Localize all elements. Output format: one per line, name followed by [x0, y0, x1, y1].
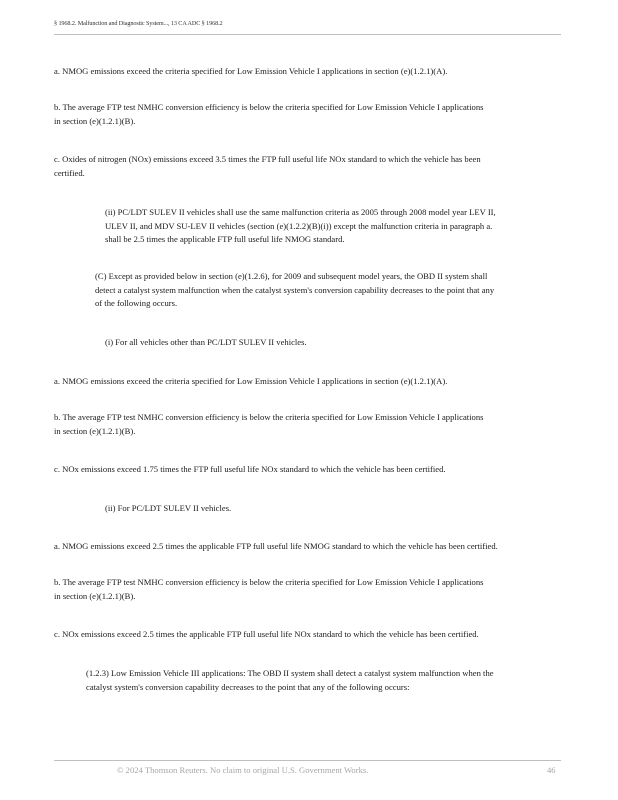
- header-citation: § 1968.2. Malfunction and Diagnostic System..., 13 CA ADC § 1968.2: [54, 20, 223, 27]
- paragraph-line: in section (e)(1.2.1)(B).: [54, 590, 136, 601]
- paragraph-line: (1.2.3) Low Emission Vehicle III applications: The OBD II system shall detect a catalyst system malfunction when the: [86, 668, 494, 678]
- paragraph: [54, 540, 498, 554]
- paragraph-line: b. The average FTP test NMHC conversion efficiency is below the criteria specified for Low Emission Vehicle I applications: [54, 577, 484, 587]
- paragraph-line: c. NOx emissions exceed 1.75 times the FTP full useful life NOx standard to which the vehicle has been certified.: [54, 464, 446, 474]
- running-header: [54, 20, 561, 35]
- footer-copyright: © 2024 Thomson Reuters. No claim to original U.S. Government Works.: [117, 765, 369, 775]
- page-number: 46: [547, 765, 556, 775]
- paragraph-line: certified.: [54, 167, 85, 178]
- paragraph: [54, 463, 446, 477]
- paragraph: [86, 667, 494, 694]
- paragraph-line: a. NMOG emissions exceed the criteria specified for Low Emission Vehicle I applications in section (e)(1.2.1)(A).: [54, 66, 448, 76]
- paragraph-line: (i) For all vehicles other than PC/LDT SULEV II vehicles.: [105, 337, 307, 347]
- paragraph: [105, 336, 307, 350]
- paragraph: [54, 101, 484, 128]
- paragraph-line: a. NMOG emissions exceed the criteria specified for Low Emission Vehicle I applications in section (e)(1.2.1)(A).: [54, 376, 448, 386]
- paragraph-line: (ii) For PC/LDT SULEV II vehicles.: [105, 503, 232, 513]
- paragraph: [54, 375, 447, 389]
- paragraph: [105, 502, 231, 516]
- paragraph: [54, 411, 484, 438]
- paragraph: [105, 206, 496, 247]
- paragraph-line: b. The average FTP test NMHC conversion efficiency is below the criteria specified for Low Emission Vehicle I applications: [54, 412, 484, 422]
- paragraph-line: in section (e)(1.2.1)(B).: [54, 425, 136, 436]
- paragraph: [95, 270, 494, 311]
- paragraph: [54, 628, 479, 642]
- paragraph-line: ULEV II, and MDV SU-LEV II vehicles (section (e)(1.2.2)(B)(i)) except the malfunction criteria in paragraph a.: [105, 220, 493, 231]
- paragraph-line: shall be 2.5 times the applicable FTP full useful life NMOG standard.: [105, 234, 345, 244]
- paragraph-line: b. The average FTP test NMHC conversion efficiency is below the criteria specified for Low Emission Vehicle I applications: [54, 102, 484, 112]
- paragraph-line: detect a catalyst system malfunction when the catalyst system's conversion capability decreases to the point that any: [95, 284, 495, 295]
- paragraph-line: a. NMOG emissions exceed 2.5 times the applicable FTP full useful life NMOG standard to which the vehicle has been certified.: [54, 541, 498, 551]
- footer-divider: [54, 760, 561, 761]
- paragraph-line: catalyst system's conversion capability decreases to the point that any of the following occurs:: [86, 681, 410, 692]
- paragraph-line: c. Oxides of nitrogen (NOx) emissions exceed 3.5 times the FTP full useful life NOx standard to which the vehicle has been: [54, 154, 481, 164]
- paragraph-line: (C) Except as provided below in section (e)(1.2.6), for 2009 and subsequent model years, the OBD II system shall: [95, 271, 488, 281]
- paragraph-line: c. NOx emissions exceed 2.5 times the applicable FTP full useful life NOx standard to which the vehicle has been certified.: [54, 629, 479, 639]
- paragraph-line: of the following occurs.: [95, 298, 178, 308]
- paragraph-line: in section (e)(1.2.1)(B).: [54, 115, 136, 126]
- paragraph: [54, 153, 481, 180]
- paragraph-line: (ii) PC/LDT SULEV II vehicles shall use the same malfunction criteria as 2005 through 2008 model year LEV II,: [105, 207, 496, 217]
- paragraph: [54, 65, 447, 79]
- paragraph: [54, 576, 484, 603]
